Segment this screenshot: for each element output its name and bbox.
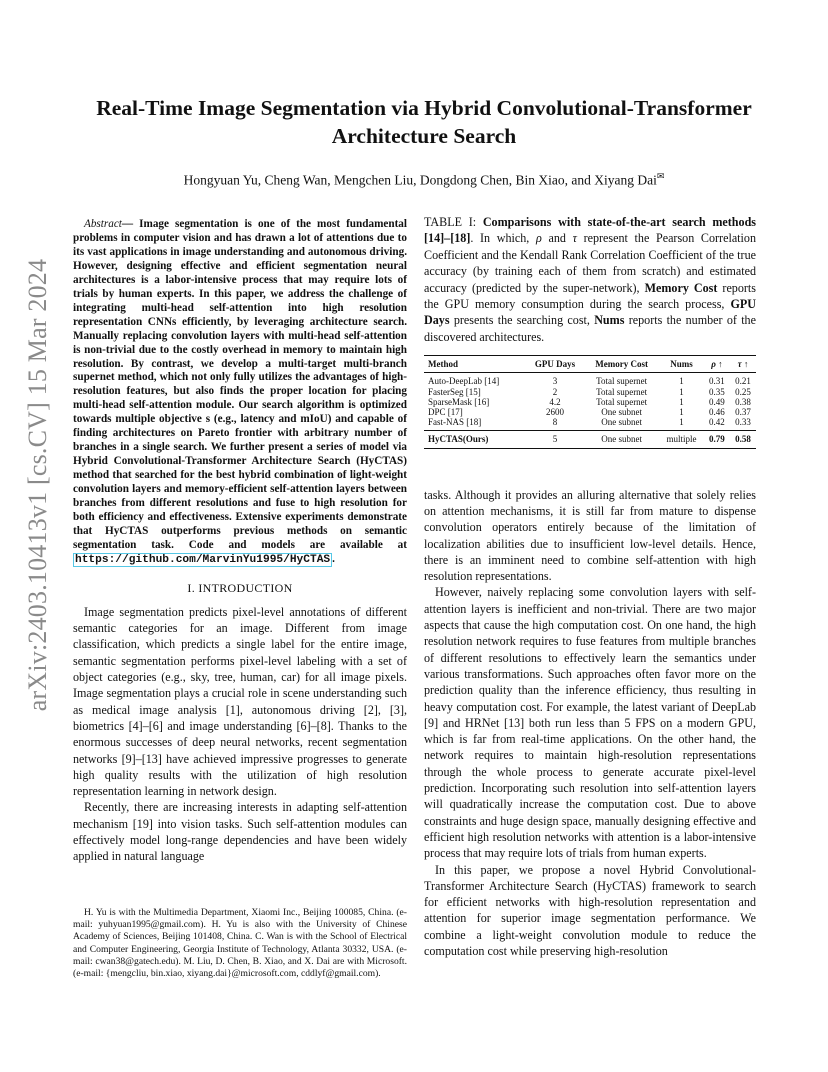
tau-symbol: τ	[572, 231, 577, 246]
header-memory-cost: Memory Cost	[595, 359, 648, 370]
table-cell: 0.33	[735, 417, 751, 428]
table-cell: 0.35	[709, 386, 725, 397]
footnote: H. Yu is with the Multimedia Department, Xiaomi Inc., Beijing 100085, China. (e-mail: yuhyuan1995@gmail.com). H. Yu is also with the University of Chinese Academy of Sciences, Beijing 101408, China. C. Wan is with the School of Electrical and Computer Engineering, Georgia Institute of Technology, Atlanta 30332, USA. (e-mail: cwan38@gatech.edu). M. Liu, D. Chen, B. Xiao, and X. Dai are with Microsoft. (e-mail: {mengcliu, bin.xiao, xiyang.dai}@microsoft.com, cddlyf@gmail.com).	[73, 907, 407, 980]
table-cell: 0.79	[709, 434, 725, 445]
table-cell: 4.2	[549, 396, 561, 407]
caption-part-5: reports the number of the discovered architectures.	[424, 313, 756, 344]
table-cell: One subnet	[601, 417, 642, 428]
table-cell: Auto-DeepLab [14]	[428, 376, 500, 387]
title-line-1: Real-Time Image Segmentation via Hybrid Convolutional-Transformer	[96, 96, 752, 120]
table-cell: 0.25	[735, 386, 751, 397]
title-line-2: Architecture Search	[331, 124, 517, 148]
caption-part-3: reports the GPU memory consumption during the search process,	[424, 280, 756, 312]
table-cell: Fast-NAS [18]	[428, 417, 482, 428]
left-column	[73, 218, 407, 865]
table-cell: Total supernet	[596, 386, 648, 397]
abstract-label: Abstract	[84, 218, 122, 230]
table-cell: 1	[679, 396, 684, 407]
table-cell: 0.38	[735, 396, 751, 407]
table-cell: 0.31	[709, 376, 725, 387]
header-method: Method	[428, 359, 458, 370]
table-cell: 2	[552, 386, 558, 397]
caption-part-1: . In which,	[470, 231, 536, 246]
author-list	[60, 171, 788, 189]
abstract-text: Image segmentation is one of the most fundamental problems in computer vision and has drawn a lot of attentions due to its vast applications in image understanding and autonomous driving. However, designing effective and efficient segmentation neural architectures is a labor-intensive process that may require lots of trials by human experts. In this paper, we address the challenge of integrating multi-head self-attention into high resolution representation CNNs efficiently, by leveraging architecture search. Manually replacing convolution layers with multi-head self-attention is non-trivial due to the costly overhead in memory to maintain high resolution. By contrast, we develop a multi-target multi-branch supernet method, which not only fully utilizes the advantages of high-resolution features, but also finds the proper location for placing multi-head self-attention module. Our search algorithm is optimized towards multiple objective s (e.g., latency and mIoU) and capable of finding architectures on Pareto frontier with arbitrary number of branches in a single search. We further present a series of model via Hybrid Convolutional-Transformer Architecture Search (HyCTAS) method that searched for the best hybrid combination of light-weight convolution layers and memory-efficient self-attention layers between branches from different resolutions and fuse to high resolution for both efficiency and effectiveness. Extensive experiments demonstrate that HyCTAS outperforms previous methods on semantic segmentation task. Code and models are available at	[73, 218, 408, 551]
header-nums: Nums	[670, 359, 693, 370]
header-rho: ρ ↑	[711, 359, 723, 370]
table-cell: One subnet	[601, 434, 642, 445]
intro-paragraph-2: Recently, there are increasing interests in adapting self-attention mechanism [19] into vision tasks. Such self-attention modules can effectively model long-range dependencies and have been widely applied in natural language	[73, 800, 407, 864]
intro-paragraph-1: Image segmentation predicts pixel-level annotations of different semantic categories for an image. Different from image classification, which predicts a single label for the entire image, semantic segmentation performs pixel-level labeling with a set of object categories (e.g., sky, tree, human, car) for all image pixels. Image segmentation plays a crucial role in scene understanding such as medical image analysis [1], autonomous driving [2], [3], biometrics [4]–[6] and image understanding [6]–[8]. Thanks to the enormous successes of deep neural networks, recent segmentation networks [9]–[13] have achieved impressive progresses to generate high quality results with the utilization of high resolution representation learning in network design.	[73, 604, 407, 799]
author-names: Hongyuan Yu, Cheng Wan, Mengchen Liu, Dongdong Chen, Bin Xiao, and Xiyang Dai	[183, 172, 657, 188]
arxiv-identifier-text: arXiv:2403.10413v1 [cs.CV] 15 Mar 2024	[23, 258, 52, 712]
abstract-end: .	[332, 552, 335, 565]
table-header-row	[424, 356, 756, 373]
section-heading-introduction: I. INTRODUCTION	[187, 580, 293, 595]
table-row	[424, 417, 756, 431]
abstract	[73, 218, 407, 568]
table-cell: DPC [17]	[428, 407, 463, 418]
caption-part-2: represent the Pearson Correlation Coefficient and the Kendall Rank Correlation Coefficient of the true accuracy (by training each of them from scratch) and estimated accuracy (predicted by the super-network),	[424, 231, 756, 295]
table-cell: 0.58	[735, 434, 751, 445]
header-tau: τ ↑	[737, 359, 749, 370]
envelope-icon: ✉	[656, 171, 665, 181]
table-cell: HyCTAS(Ours)	[428, 434, 489, 445]
table-cell: 0.49	[709, 396, 725, 407]
arxiv-identifier	[18, 258, 58, 712]
table-cell: 0.21	[735, 376, 751, 387]
abstract-dash: —	[121, 218, 134, 230]
table-cell: 0.46	[709, 407, 725, 418]
table-cell: 1	[679, 376, 684, 387]
table-cell: Total supernet	[596, 396, 648, 407]
right-paragraph-1: tasks. Although it provides an alluring alternative that solely relies on attention mechanisms, it is still far from mature to dispense convolution operators entirely because of the limitation of localization abilities due to insufficient low-level details. Hence, there is an imminent need to combine self-attention with high resolution representations.	[424, 487, 756, 584]
right-paragraph-2: However, naively replacing some convolution layers with self-attention layers is inefficient and non-trivial. There are two major aspects that cause the high computation cost. On one hand, the high resolution network requires to fuse features from multiple branches of different resolutions to effectively learn the semantics under various transformations. Such approaches often favor more on the prediction quality than the inference efficiency, thus resulting in heavy computation cost. For example, the latest variant of DeepLab [9] and HRNet [13] both run less than 5 FPS on a modern GPU, which is far from real-time applications. On the other hand, the network requires to maintain high-resolution representations through the whole process to generate accurate pixel-level prediction. Incorporating such resolution into self-attention layers will quadratically increase the computation cost. Due to above constraints and huge design space, manually designing effective and efficient high resolution networks with attention is a labor-intensive process that may require lots of trials from human experts.	[424, 585, 756, 861]
table-label: TABLE I:	[424, 215, 477, 229]
table-cell: multiple	[666, 434, 697, 445]
table-cell: 1	[679, 386, 684, 397]
caption-and: and	[541, 231, 573, 246]
right-body	[424, 487, 756, 960]
table-row	[424, 387, 756, 397]
comparison-table	[424, 355, 756, 448]
table-cell: FasterSeg [15]	[428, 386, 481, 397]
caption-part-4: presents the searching cost,	[449, 313, 595, 328]
code-link[interactable]: https://github.com/MarvinYu1995/HyCTAS	[75, 553, 331, 566]
table-cell: Total supernet	[596, 376, 648, 387]
table-cell: 1	[679, 407, 684, 418]
header-gpu-days: GPU Days	[534, 359, 576, 370]
table-caption	[424, 214, 756, 345]
table-cell: 5	[552, 434, 558, 445]
table-row	[424, 373, 756, 387]
table-cell: 8	[552, 417, 558, 428]
table-cell: 3	[552, 376, 558, 387]
nums-term: Nums	[594, 313, 625, 328]
paper-title	[60, 94, 788, 150]
right-column	[424, 214, 756, 959]
memory-cost-term: Memory Cost	[644, 280, 718, 295]
table-cell: 0.37	[735, 407, 751, 418]
gpu-days-term: GPU Days	[424, 297, 756, 328]
table-row	[424, 407, 756, 417]
table-row-ours	[424, 431, 756, 448]
table-cell: SparseMask [16]	[428, 396, 490, 407]
table-cell: 1	[679, 417, 684, 428]
table-cell: 0.42	[709, 417, 725, 428]
table-row	[424, 397, 756, 407]
table-cell: One subnet	[601, 407, 642, 418]
rho-symbol: ρ	[535, 231, 542, 246]
right-paragraph-3: In this paper, we propose a novel Hybrid Convolutional-Transformer Architecture Search (HyCTAS) framework to search for efficient networks with high-resolution representation and attention for superior image segmentation performance. We combine a light-weight convolution module to reduce the computation cost while preserving high-resolution	[424, 862, 756, 958]
caption-bold: Comparisons with state-of-the-art search methods [14]–[18]	[424, 215, 757, 246]
table-cell: 2600	[546, 407, 565, 418]
